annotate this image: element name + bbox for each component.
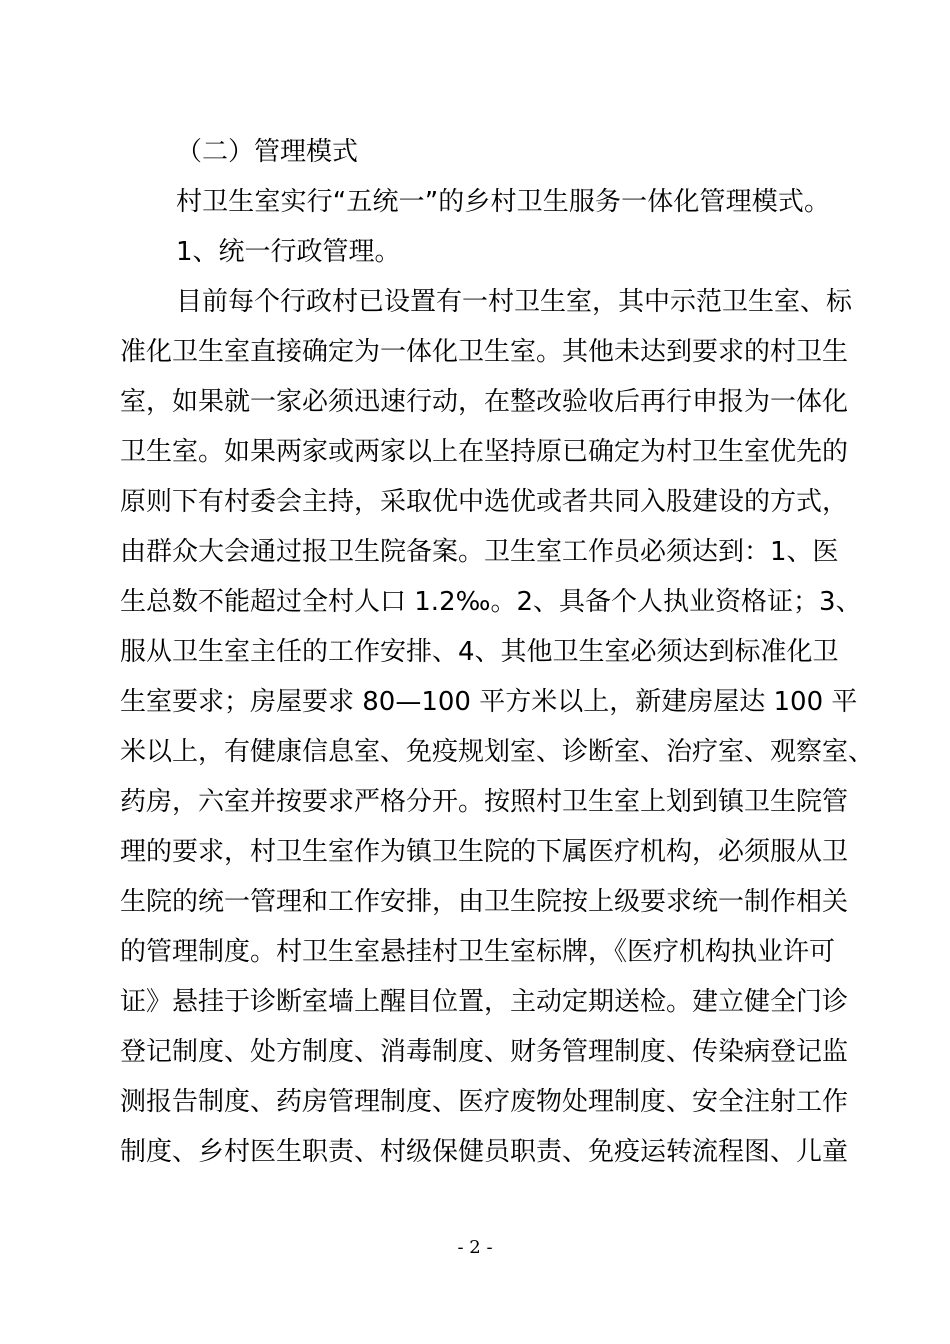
body-line: 准化卫生室直接确定为一体化卫生室。其他未达到要求的村卫生 <box>120 337 849 367</box>
body-line: 室，如果就一家必须迅速行动，在整改验收后再行申报为一体化 <box>120 387 849 417</box>
body-line: 米以上，有健康信息室、免疫规划室、诊断室、治疗室、观察室、 <box>120 737 875 767</box>
intro-paragraph: 村卫生室实行“五统一”的乡村卫生服务一体化管理模式。 <box>176 187 830 217</box>
body-line: 由群众大会通过报卫生院备案。卫生室工作员必须达到：1、医 <box>120 537 839 567</box>
body-line: 的管理制度。村卫生室悬挂村卫生室标牌，《医疗机构执业许可 <box>120 937 836 967</box>
section-heading: （二）管理模式 <box>176 137 359 167</box>
body-line: 卫生室。如果两家或两家以上在坚持原已确定为村卫生室优先的 <box>120 437 849 467</box>
page-number: - 2 - <box>457 1237 493 1258</box>
body-line: 登记制度、处方制度、消毒制度、财务管理制度、传染病登记监 <box>120 1037 849 1067</box>
body-line: 目前每个行政村已设置有一村卫生室，其中示范卫生室、标 <box>176 287 853 317</box>
body-line: 理的要求，村卫生室作为镇卫生院的下属医疗机构，必须服从卫 <box>120 837 849 867</box>
body-line: 制度、乡村医生职责、村级保健员职责、免疫运转流程图、儿童 <box>120 1137 849 1167</box>
body-line: 测报告制度、药房管理制度、医疗废物处理制度、安全注射工作 <box>120 1087 849 1117</box>
body-line: 服从卫生室主任的工作安排、4、其他卫生室必须达到标准化卫 <box>120 637 839 667</box>
item-title: 1、统一行政管理。 <box>176 237 401 267</box>
body-line: 药房，六室并按要求严格分开。按照村卫生室上划到镇卫生院管 <box>120 787 849 817</box>
body-line: 生室要求；房屋要求 80—100 平方米以上，新建房屋达 100 平 <box>120 687 858 717</box>
body-line: 生院的统一管理和工作安排，由卫生院按上级要求统一制作相关 <box>120 887 849 917</box>
body-line: 生总数不能超过全村人口 1.2‰。2、具备个人执业资格证；3、 <box>120 587 862 617</box>
body-line: 证》悬挂于诊断室墙上醒目位置，主动定期送检。建立健全门诊 <box>120 987 849 1017</box>
body-line: 原则下有村委会主持，采取优中选优或者共同入股建设的方式， <box>120 487 849 517</box>
